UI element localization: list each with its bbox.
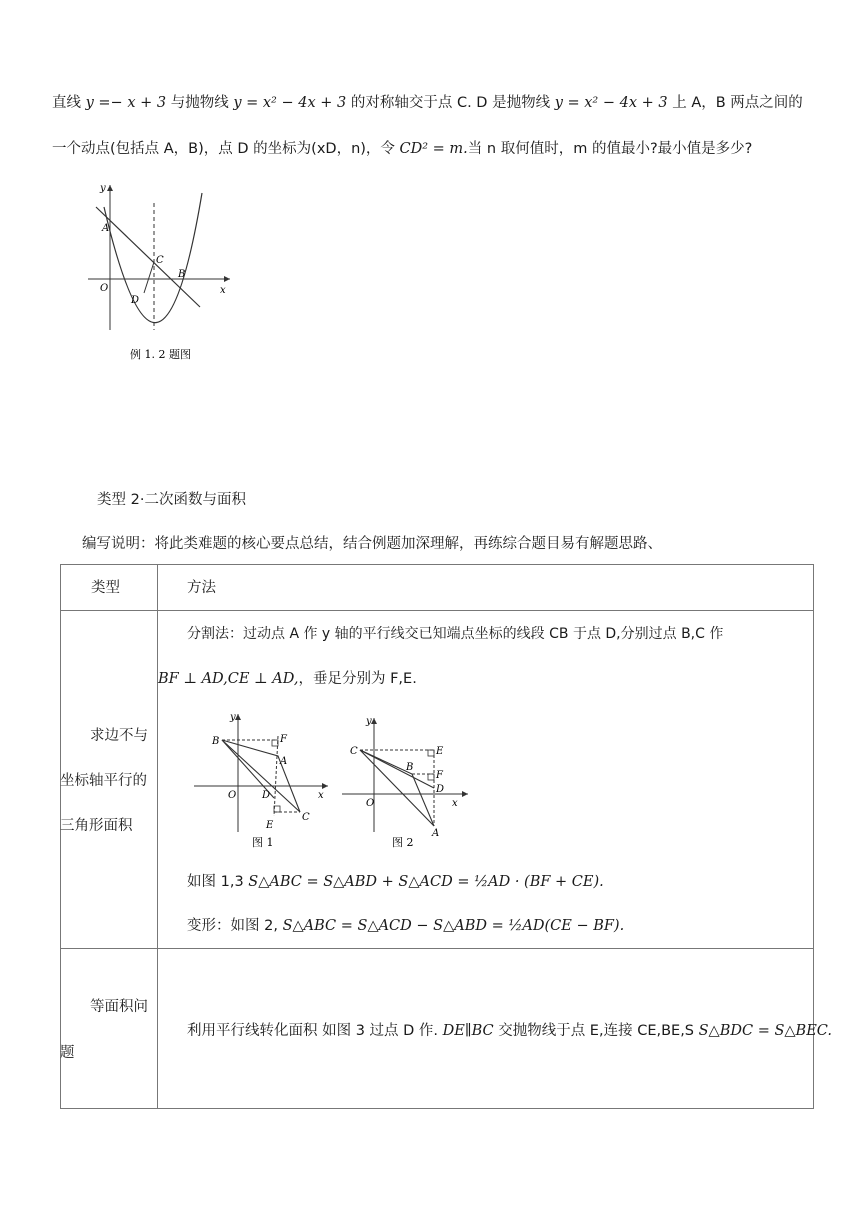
fig-label: C <box>302 812 310 823</box>
intro-text: 当 n 取何值时，m 的值最小?最小值是多少? <box>467 141 753 157</box>
table-figure-2 <box>340 712 475 852</box>
method-text: 利用平行线转化面积 如图 3 过点 D 作. <box>187 1023 443 1039</box>
intro-text: 直线 <box>52 95 86 111</box>
section-title: 类型 2·二次函数与面积 <box>97 492 246 508</box>
fig-label: y <box>100 183 106 194</box>
perpendicular-math: BF ⊥ AD,CE ⊥ AD, <box>158 671 299 687</box>
fig-label: O <box>228 790 237 801</box>
formula-1 <box>187 872 604 892</box>
fig-label: B <box>178 269 186 280</box>
table-figure-1 <box>190 708 335 850</box>
row1-type-line: 坐标轴平行的 <box>60 773 147 789</box>
formula-2 <box>187 916 624 936</box>
fig-label: D <box>262 790 271 801</box>
figure-caption: 图 1 <box>252 836 274 849</box>
intro-line-2 <box>52 139 752 159</box>
fig-label: y <box>230 712 236 723</box>
fig-label: O <box>100 283 109 294</box>
section-note: 编写说明：将此类难题的核心要点总结，结合例题加深理解，再练综合题目易有解题思路、 <box>82 536 662 552</box>
fig-label: D <box>131 295 140 306</box>
parabola-equation: y = x² − 4x + 3 <box>233 95 347 111</box>
example-figure <box>80 175 240 365</box>
fig-label: F <box>436 770 443 781</box>
fig-label: B <box>406 762 414 773</box>
figure-caption: 图 2 <box>392 836 414 849</box>
parallel-math: DE∥BC <box>442 1023 494 1039</box>
row2-method <box>187 1021 832 1041</box>
intro-text: 与抛物线 <box>166 95 234 111</box>
method-text: 交抛物线于点 E,连接 CE,BE,S <box>493 1023 699 1039</box>
fig-label: D <box>436 784 445 795</box>
fig-label: C <box>350 746 358 757</box>
area-equality-math: S△BDC = S△BEC. <box>698 1023 832 1039</box>
fig-label: x <box>452 798 458 809</box>
row1-method-line2 <box>158 669 417 689</box>
figure-caption: 例 1. 2 题图 <box>130 348 191 361</box>
intro-text: 上 A，B 两点之间的 <box>667 95 803 111</box>
area-formula: S△ABC = S△ABD + S△ACD = ½AD · (BF + CE). <box>248 874 604 890</box>
intro-line-1 <box>52 93 803 113</box>
fig-label: x <box>318 790 324 801</box>
line-equation: y =− x + 3 <box>85 95 167 111</box>
area-formula: S△ABC = S△ACD − S△ABD = ½AD(CE − BF). <box>282 918 625 934</box>
fig-label: F <box>280 734 287 745</box>
table-header-method: 方法 <box>187 580 216 596</box>
fig-label: x <box>220 285 226 296</box>
fig-label: C <box>156 255 164 266</box>
formula-text: 如图 1,3 <box>187 874 249 890</box>
intro-text: 一个动点(包括点 A，B)，点 D 的坐标为(xD，n)，令 <box>52 141 400 157</box>
fig-label: y <box>366 716 372 727</box>
method-text: ，垂足分别为 F,E. <box>298 671 417 687</box>
row2-type-line: 等面积问 <box>90 999 148 1015</box>
formula-text: 变形：如图 2, <box>187 918 283 934</box>
intro-text: 的对称轴交于点 C. D 是抛物线 <box>346 95 555 111</box>
fig-label: A <box>432 828 440 839</box>
fig-label: O <box>366 798 375 809</box>
fig-label: E <box>266 820 274 831</box>
fig-label: A <box>280 756 288 767</box>
row2-type-line: 题 <box>60 1045 75 1061</box>
row1-type-line: 三角形面积 <box>60 818 133 834</box>
cd-equation: CD² = m. <box>399 141 468 157</box>
fig-label: A <box>102 223 110 234</box>
parabola-equation: y = x² − 4x + 3 <box>554 95 668 111</box>
row1-method-line1: 分割法：过动点 A 作 y 轴的平行线交已知端点坐标的线段 CB 于点 D,分别过点 B,C 作 <box>187 626 724 642</box>
row1-type-line: 求边不与 <box>90 728 148 744</box>
fig-label: E <box>436 746 444 757</box>
table-header-type: 类型 <box>91 580 120 596</box>
fig-label: B <box>212 736 220 747</box>
